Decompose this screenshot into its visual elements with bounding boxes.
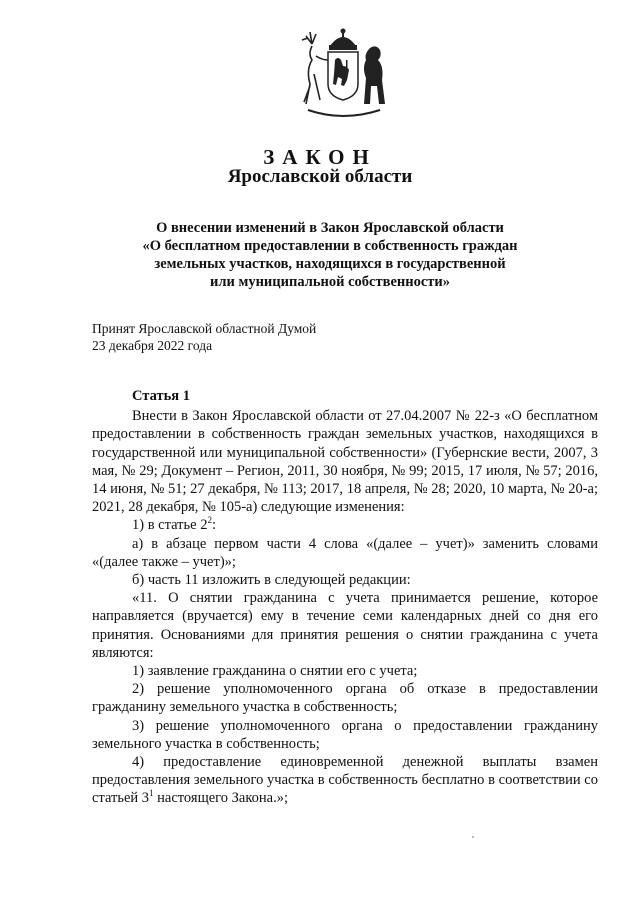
article-intro: Внести в Закон Ярославской области от 27.04.2007 № 22-з «О бесплатном предоставлении в собственность граждан земельных участков, находящихся в государственной или муниципальной собственности» (Губернские вести, 2007, 3 мая, № 29; Документ – Регион, 2011, 30 ноября, № 99; 2015, 17 июля, № 57; 2016, 14 июня, № 51; 27 декабря, № 113; 2017, 18 апреля, № 28; 2020, 10 марта, № 20-а; 2021, 28 декабря, № 105-а) следующие изменения: [92,408,598,516]
article-body [92,387,598,808]
adoption-date: 23 декабря 2022 года [92,338,213,353]
subject-line: О внесении изменений в Закон Ярославской области [156,220,504,236]
subject-line: «О бесплатном предоставлении в собственность граждан [142,238,518,254]
point-text: : [211,517,216,534]
ground-item: 3) решение уполномоченного органа о предоставлении гражданину земельного участка в собственность; [92,717,598,752]
subject-line: или муниципальной собственности» [209,274,450,290]
scan-speck [472,836,474,838]
law-subject-title [120,219,540,291]
law-region-heading: Ярославской области [227,166,413,187]
quoted-part-11: «11. О снятии гражданина с учета принимается решение, которое направляется (вручается) ему в течение семи календарных дней со дня его принятия. Основаниями для принятия решения о снятии гражданина с учета являются: [92,590,598,661]
law-heading: ЗАКОН [263,145,377,169]
yaroslavl-coat-of-arms-icon [288,26,398,124]
adoption-body: Принят Ярославской областной Думой [92,321,317,336]
amendment-point-1 [92,516,598,534]
ground-item: 2) решение уполномоченного органа об отказе в предоставлении гражданину земельного участка в собственность; [92,681,598,716]
article-title: Статья 1 [132,388,190,404]
ground-item [92,753,598,808]
ground-item: 1) заявление гражданина о снятии его с учета; [132,663,418,680]
amendment-point-1b: б) часть 11 изложить в следующей редакции: [132,572,411,589]
ground-text: настоящего Закона.»; [153,790,288,807]
point-text: 1) в статье 2 [132,517,208,534]
ground-text: 4) предоставление единовременной денежной выплаты взамен предоставления земельного участка в собственность бесплатно в соответствии со статьей 3 [92,754,598,807]
subject-line: земельных участков, находящихся в государственной [154,256,506,272]
ground-superscript: 1 [149,788,154,799]
amendment-point-1a: а) в абзаце первом части 4 слова «(далее – учет)» заменить словами «(далее также – учет)»; [92,535,598,570]
point-superscript: 2 [207,515,212,526]
adoption-note [92,320,316,354]
